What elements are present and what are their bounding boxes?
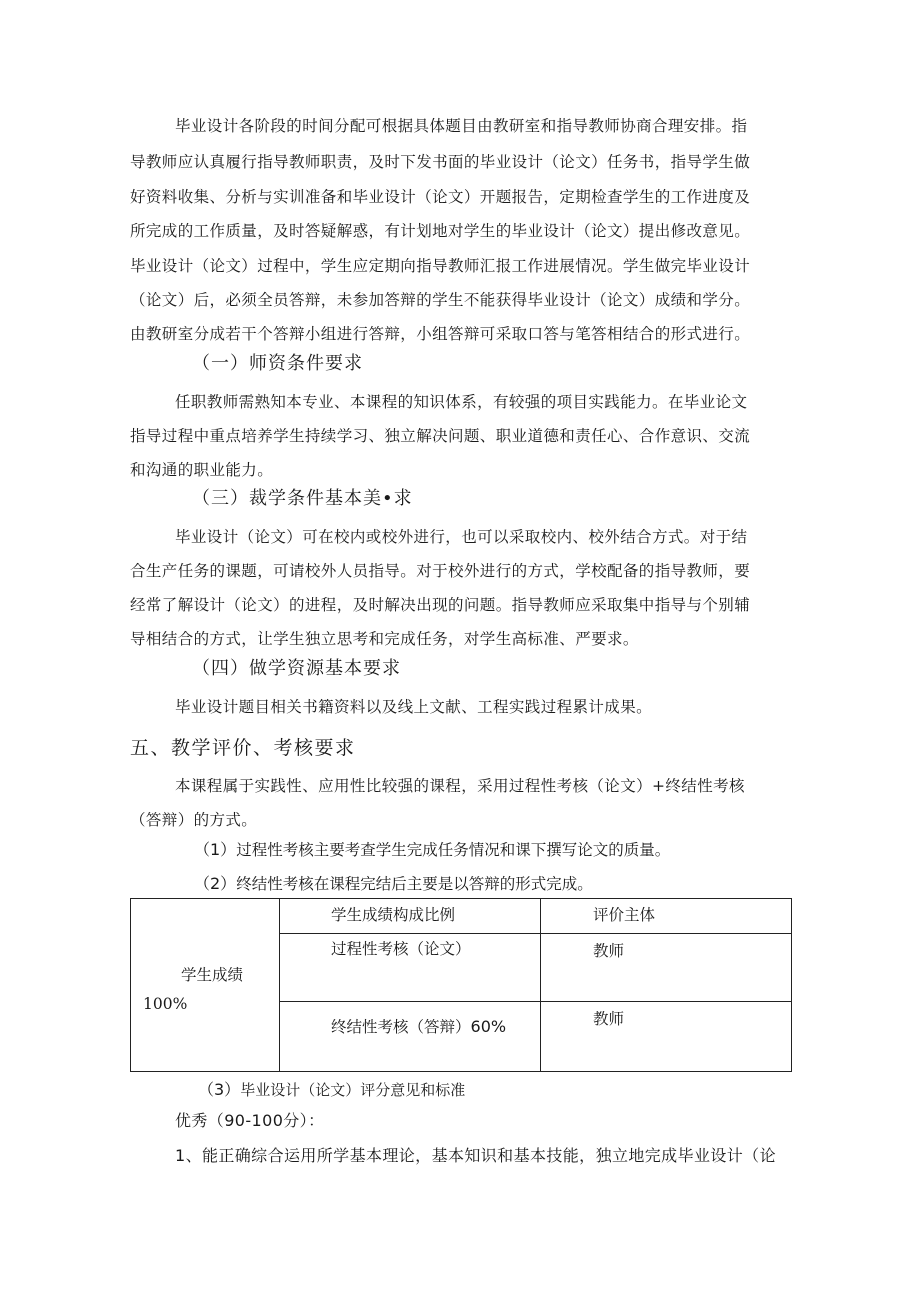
paragraph-line: （答辩）的方式。	[130, 811, 258, 829]
table-divider	[279, 933, 791, 934]
item-number: （2）	[194, 874, 237, 893]
evaluation-item-1	[194, 840, 670, 860]
table-divider	[540, 899, 541, 1071]
paragraph-line: 好资料收集、分析与实训准备和毕业设计（论文）开题报告，定期检查学生的工作进度及	[130, 188, 751, 206]
table-divider	[279, 1001, 791, 1002]
table-divider	[279, 899, 280, 1071]
evaluation-item-2	[194, 874, 593, 894]
table-cell-evaluator: 教师	[593, 1010, 625, 1028]
paragraph-line: 由教研室分成若干个答辩小组进行答辩，小组答辩可采取口答与笔答相结合的形式进行。	[130, 325, 751, 343]
section-heading-resources: （四）做学资源基本要求	[192, 658, 401, 679]
paragraph-line: 导相结合的方式，让学生独立思考和完成任务，对学生高标准、严要求。	[130, 630, 639, 648]
excellent-grade-line	[175, 1111, 324, 1131]
paragraph-line: 毕业设计（论文）过程中，学生应定期向指导教师汇报工作进展情况。学生做完毕业设计	[130, 257, 751, 275]
item-number: （3）	[198, 1080, 241, 1099]
paragraph-line: 经常了解设计（论文）的进程，及时解决出现的问题。指导教师应采取集中指导与个别辅	[130, 596, 751, 614]
table-header-subject: 评价主体	[593, 906, 656, 924]
table-cell-student-grade-value: 100%	[143, 995, 188, 1013]
excellent-suffix: 分）：	[283, 1111, 325, 1130]
table-cell-student-grade-label: 学生成绩	[181, 966, 244, 984]
paragraph-line: 毕业设计题目相关书籍资料以及线上文献、工程实践过程累计成果。	[175, 698, 653, 716]
section-heading-teacher: （一）师资条件要求	[192, 353, 363, 374]
item-text: 终结性考核在课程完结后主要是以答辩的形式完成。	[236, 875, 593, 893]
paragraph-line: （论文）后，必须全员答辩，未参加答辩的学生不能获得毕业设计（论文）成绩和学分。	[130, 291, 751, 309]
paragraph-line: 本课程属于实践性、应用性比较强的课程，采用过程性考核（论文）+终结性考核	[175, 777, 745, 795]
final-assessment-percent: 60%	[470, 1017, 507, 1036]
table-cell-evaluator: 教师	[593, 942, 625, 960]
paragraph-line: 所完成的工作质量，及时答疑解惑，有计划地对学生的毕业设计（论文）提出修改意见。	[130, 222, 751, 240]
criteria-point-1	[175, 1146, 776, 1166]
paragraph-line: 指导过程中重点培养学生持续学习、独立解决问题、职业道德和责任心、合作意识、交流	[130, 427, 751, 445]
table-cell-process-assessment: 过程性考核（论文）	[331, 940, 471, 958]
table-header-ratio: 学生成绩构成比例	[331, 906, 456, 924]
grade-composition-table	[130, 898, 792, 1072]
evaluation-item-3	[198, 1080, 465, 1100]
paragraph-line: 合生产任务的课题，可请校外人员指导。对于校外进行的方式，学校配备的指导教师，要	[130, 562, 751, 580]
excellent-label: 优秀（	[175, 1111, 225, 1130]
item-text: 毕业设计（论文）评分意见和标准	[240, 1081, 466, 1099]
item-text: 过程性考核主要考查学生完成任务情况和课下撰写论文的质量。	[236, 841, 671, 859]
point-number: 1、	[175, 1146, 202, 1165]
section-heading-evaluation: 五、教学评价、考核要求	[130, 737, 356, 759]
excellent-range: 90-100	[224, 1111, 284, 1130]
paragraph-line: 和沟通的职业能力。	[130, 461, 274, 479]
paragraph-line: 毕业设计各阶段的时间分配可根据具体题目由教研室和指导教师协商合理安排。指	[175, 117, 748, 135]
final-assessment-label: 终结性考核（答辩）	[331, 1018, 471, 1036]
paragraph-line: 毕业设计（论文）可在校内或校外进行，也可以采取校内、校外结合方式。对于结	[175, 528, 748, 546]
point-text: 能正确综合运用所学基本理论，基本知识和基本技能，独立地完成毕业设计（论	[201, 1146, 776, 1165]
paragraph-line: 任职教师需熟知本专业、本课程的知识体系，有较强的项目实践能力。在毕业论文	[175, 393, 748, 411]
paragraph-line: 导教师应认真履行指导教师职责，及时下发书面的毕业设计（论文）任务书，指导学生做	[130, 153, 751, 171]
section-heading-conditions: （三）裁学条件基本美•求	[192, 488, 413, 509]
table-cell-final-assessment	[331, 1015, 506, 1037]
item-number: （1）	[194, 840, 237, 859]
